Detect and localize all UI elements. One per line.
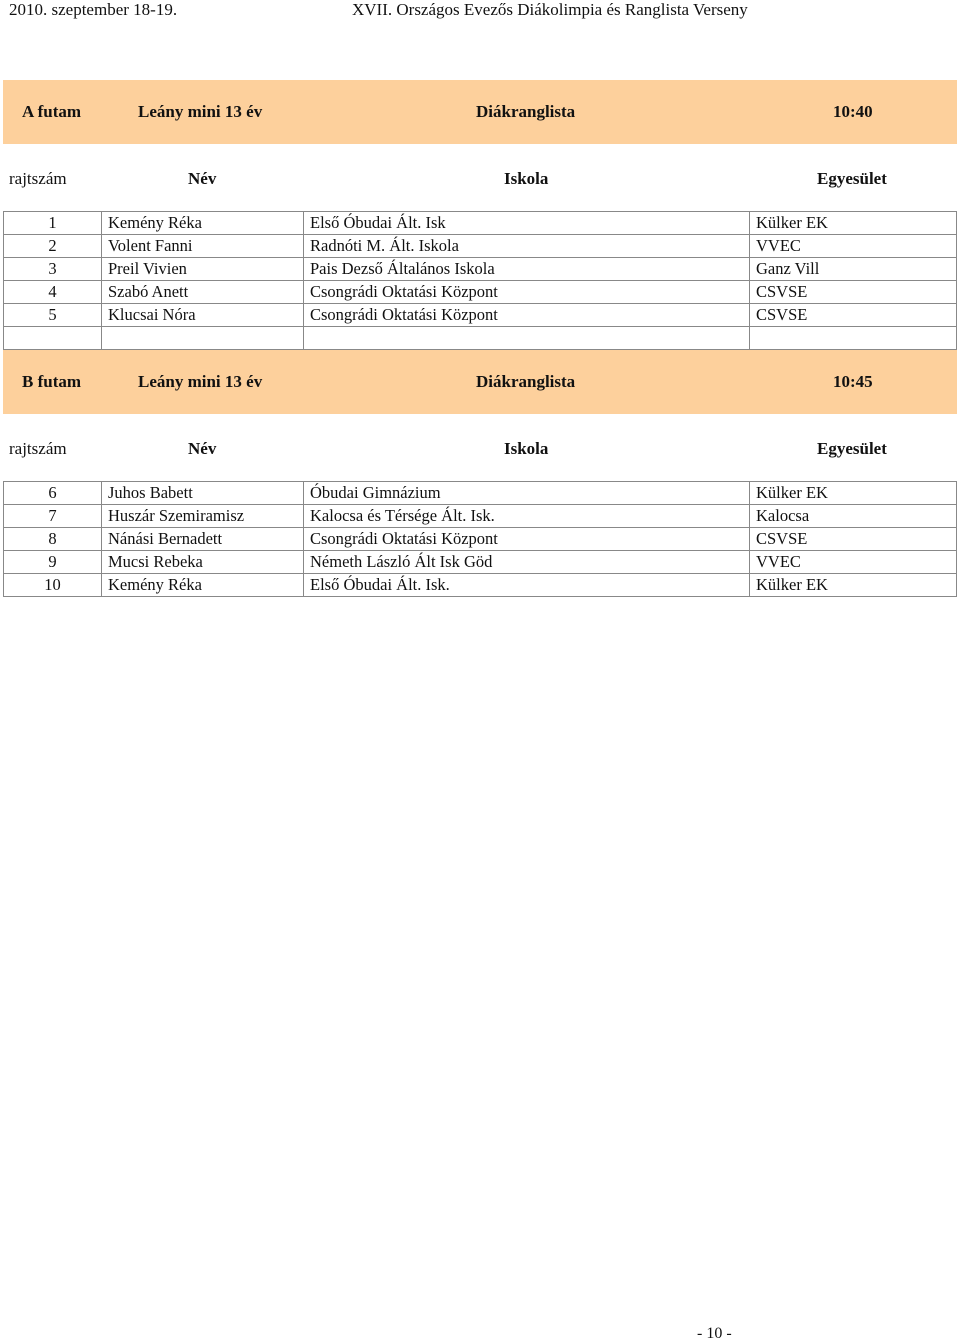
table-row <box>4 528 957 551</box>
table-row <box>4 212 957 235</box>
table-row <box>4 482 957 505</box>
page-number: - 10 - <box>697 1325 732 1341</box>
club: CSVSE <box>750 528 957 551</box>
start-list-table <box>3 481 957 597</box>
heat-category: Leány mini 13 év <box>138 102 263 121</box>
athlete-name: Kemény Réka <box>102 574 304 597</box>
school: Radnóti M. Ált. Iskola <box>304 235 750 258</box>
heat-list: Diákranglista <box>476 372 576 391</box>
athlete-name: Kemény Réka <box>102 212 304 235</box>
school: Németh László Ált Isk Göd <box>304 551 750 574</box>
athlete-name: Preil Vivien <box>102 258 304 281</box>
start-no: 4 <box>4 281 102 304</box>
start-no: 7 <box>4 505 102 528</box>
empty-row <box>4 327 957 350</box>
start-no: 3 <box>4 258 102 281</box>
col-school: Iskola <box>504 439 549 458</box>
col-school: Iskola <box>504 169 549 188</box>
club: CSVSE <box>750 304 957 327</box>
athlete-name: Volent Fanni <box>102 235 304 258</box>
club: Kalocsa <box>750 505 957 528</box>
school: Csongrádi Oktatási Központ <box>304 281 750 304</box>
school: Első Óbudai Ált. Isk <box>304 212 750 235</box>
club: Külker EK <box>750 574 957 597</box>
athlete-name: Huszár Szemiramisz <box>102 505 304 528</box>
header-title: XVII. Országos Evezős Diákolimpia és Ranglista Verseny <box>352 0 748 19</box>
table-row <box>4 574 957 597</box>
column-headers <box>0 169 960 193</box>
school: Első Óbudai Ált. Isk. <box>304 574 750 597</box>
school: Pais Dezső Általános Iskola <box>304 258 750 281</box>
start-no: 5 <box>4 304 102 327</box>
heat-band <box>3 80 957 144</box>
start-list-table <box>3 211 957 350</box>
heat-list: Diákranglista <box>476 102 576 121</box>
col-club: Egyesület <box>817 169 887 188</box>
heat-time: 10:40 <box>833 102 873 121</box>
start-no: 10 <box>4 574 102 597</box>
start-no: 9 <box>4 551 102 574</box>
table-row <box>4 258 957 281</box>
club: Ganz Vill <box>750 258 957 281</box>
club: Külker EK <box>750 212 957 235</box>
club: VVEC <box>750 235 957 258</box>
club: CSVSE <box>750 281 957 304</box>
heat-band <box>3 350 957 414</box>
col-start-no: rajtszám <box>9 169 67 188</box>
heat-category: Leány mini 13 év <box>138 372 263 391</box>
athlete-name: Szabó Anett <box>102 281 304 304</box>
table-row <box>4 505 957 528</box>
heat-label: B futam <box>22 372 82 391</box>
athlete-name: Mucsi Rebeka <box>102 551 304 574</box>
athlete-name: Nánási Bernadett <box>102 528 304 551</box>
school: Csongrádi Oktatási Központ <box>304 304 750 327</box>
heat-label: A futam <box>22 102 82 121</box>
heat-time: 10:45 <box>833 372 873 391</box>
start-no: 1 <box>4 212 102 235</box>
col-name: Név <box>188 169 217 188</box>
col-club: Egyesület <box>817 439 887 458</box>
start-no: 2 <box>4 235 102 258</box>
table-row <box>4 235 957 258</box>
start-no: 8 <box>4 528 102 551</box>
start-no: 6 <box>4 482 102 505</box>
col-name: Név <box>188 439 217 458</box>
club: Külker EK <box>750 482 957 505</box>
athlete-name: Klucsai Nóra <box>102 304 304 327</box>
table-row <box>4 304 957 327</box>
athlete-name: Juhos Babett <box>102 482 304 505</box>
table-row <box>4 281 957 304</box>
school: Csongrádi Oktatási Központ <box>304 528 750 551</box>
school: Óbudai Gimnázium <box>304 482 750 505</box>
school: Kalocsa és Térsége Ált. Isk. <box>304 505 750 528</box>
table-row <box>4 551 957 574</box>
header-date: 2010. szeptember 18-19. <box>9 0 178 19</box>
col-start-no: rajtszám <box>9 439 67 458</box>
club: VVEC <box>750 551 957 574</box>
column-headers <box>0 439 960 463</box>
